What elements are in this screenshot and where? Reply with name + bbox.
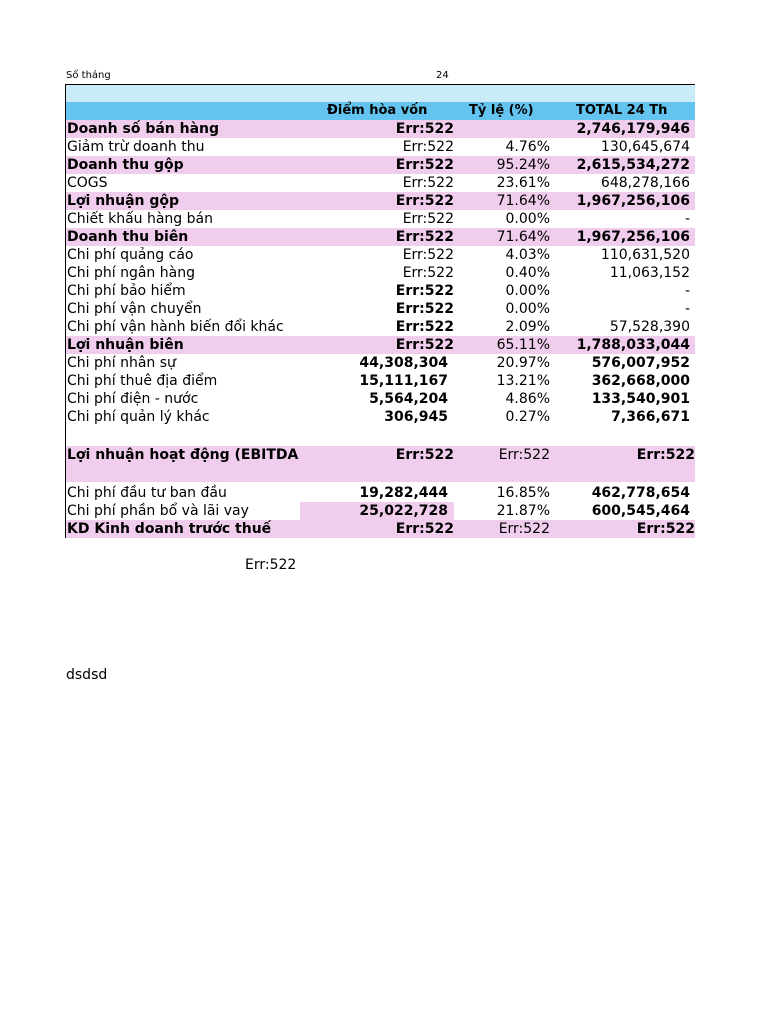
- total-value: -: [684, 283, 690, 299]
- table-row-rent: [66, 372, 695, 390]
- row-label: Doanh thu gộp: [67, 157, 184, 173]
- total-value: 2,746,179,946: [576, 121, 690, 137]
- total-value: 133,540,901: [591, 391, 690, 407]
- total-value: 1,967,256,106: [576, 193, 690, 209]
- total-value: 576,007,952: [591, 355, 690, 371]
- ratio-value: 65.11%: [496, 337, 550, 353]
- total-value: 1,788,033,044: [576, 337, 690, 353]
- row-label: Lợi nhuận biên: [67, 337, 184, 353]
- table-row-profit-before-tax: [66, 520, 695, 538]
- row-label: Chi phí quảng cáo: [67, 247, 194, 263]
- header-ratio: Tỷ lệ (%): [469, 103, 534, 118]
- table-row-initial-investment: [66, 484, 695, 502]
- breakeven-value: Err:522: [395, 521, 454, 537]
- ratio-value: 13.21%: [496, 373, 550, 389]
- ratio-value: 0.00%: [505, 301, 550, 317]
- ratio-value: 71.64%: [496, 229, 550, 245]
- breakeven-value: 15,111,167: [359, 373, 448, 389]
- note-text: dsdsd: [66, 667, 108, 683]
- table-row-allocation-interest: [66, 502, 695, 520]
- breakeven-value: 44,308,304: [359, 355, 448, 371]
- table-row-gross-revenue: [66, 156, 695, 174]
- table-row-other-variable-costs: [66, 318, 695, 336]
- row-label: Lợi nhuận hoạt động (EBITDA: [67, 447, 299, 463]
- breakeven-value: Err:522: [395, 447, 454, 463]
- breakeven-value: Err:522: [395, 157, 454, 173]
- financial-sheet: [65, 84, 695, 538]
- total-value: 462,778,654: [591, 485, 690, 501]
- row-label: Chi phí nhân sự: [67, 355, 176, 371]
- row-label: KD Kinh doanh trước thuế: [67, 521, 272, 537]
- total-value: -: [684, 211, 690, 227]
- ratio-value: Err:522: [498, 447, 550, 463]
- ratio-value: 21.87%: [496, 503, 550, 519]
- table-row-contribution-margin: [66, 336, 695, 354]
- row-label: COGS: [67, 175, 108, 191]
- table-row-advertising: [66, 246, 695, 264]
- table-row-bank-fees: [66, 264, 695, 282]
- breakeven-value: Err:522: [402, 211, 454, 227]
- ratio-value: Err:522: [498, 521, 550, 537]
- row-label: Giảm trừ doanh thu: [67, 139, 205, 155]
- table-row-personnel: [66, 354, 695, 372]
- total-value: 11,063,152: [609, 265, 690, 281]
- row-label: Lợi nhuận gộp: [67, 193, 180, 209]
- breakeven-value: Err:522: [395, 121, 454, 137]
- row-label: Chi phí vận hành biến đổi khác: [67, 319, 284, 335]
- table-row-other-admin: [66, 408, 695, 426]
- standalone-error: Err:522: [245, 557, 297, 573]
- table-row-insurance: [66, 282, 695, 300]
- header-light-band: [66, 85, 695, 102]
- row-label: Chi phí điện - nước: [67, 391, 199, 407]
- breakeven-value: Err:522: [395, 193, 454, 209]
- total-value: 2,615,534,272: [576, 157, 690, 173]
- ratio-value: 0.40%: [505, 265, 550, 281]
- ratio-value: 23.61%: [496, 175, 550, 191]
- ratio-value: [454, 120, 550, 138]
- ratio-value: 4.76%: [505, 139, 550, 155]
- total-value: 600,545,464: [591, 503, 690, 519]
- ratio-value: 4.86%: [505, 391, 550, 407]
- total-value: 110,631,520: [600, 247, 690, 263]
- breakeven-value: Err:522: [395, 283, 454, 299]
- breakeven-value: Err:522: [402, 175, 454, 191]
- table-row-sales-discount: [66, 210, 695, 228]
- total-value: 130,645,674: [600, 139, 690, 155]
- table-row-utilities: [66, 390, 695, 408]
- breakeven-value: Err:522: [395, 319, 454, 335]
- row-label: Chi phí ngân hàng: [67, 265, 195, 281]
- table-row-contribution-revenue: [66, 228, 695, 246]
- breakeven-value: Err:522: [402, 139, 454, 155]
- total-value: 7,366,671: [611, 409, 690, 425]
- row-label: Doanh thu biên: [67, 229, 189, 245]
- breakeven-value: Err:522: [395, 337, 454, 353]
- row-label: Chi phí thuê địa điểm: [67, 373, 218, 389]
- row-label: Chi phí bảo hiểm: [67, 283, 186, 299]
- ratio-value: 4.03%: [505, 247, 550, 263]
- total-value: Err:522: [636, 521, 695, 537]
- total-value: 362,668,000: [591, 373, 690, 389]
- row-label: Chi phí phần bổ và lãi vay: [67, 503, 249, 519]
- months-label: Số tháng: [66, 70, 111, 81]
- ratio-value: 0.27%: [505, 409, 550, 425]
- ratio-value: 71.64%: [496, 193, 550, 209]
- breakeven-value: Err:522: [395, 229, 454, 245]
- ratio-value: 0.00%: [505, 283, 550, 299]
- breakeven-value: 306,945: [384, 409, 448, 425]
- total-value: Err:522: [636, 447, 695, 463]
- breakeven-value: Err:522: [402, 265, 454, 281]
- breakeven-value: Err:522: [402, 247, 454, 263]
- total-value: 57,528,390: [609, 319, 690, 335]
- ratio-value: 20.97%: [496, 355, 550, 371]
- row-label: Chi phí quản lý khác: [67, 409, 210, 425]
- total-value: -: [684, 301, 690, 317]
- header-breakeven: Điểm hòa vốn: [327, 103, 428, 118]
- total-value: 1,967,256,106: [576, 229, 690, 245]
- header-total: TOTAL 24 Th: [576, 103, 668, 118]
- row-label: Chi phí đầu tư ban đầu: [67, 485, 227, 501]
- total-value: 648,278,166: [600, 175, 690, 191]
- table-row-revenue: [66, 120, 695, 138]
- ratio-value: 95.24%: [496, 157, 550, 173]
- row-label: Doanh số bán hàng: [67, 121, 220, 137]
- breakeven-value: 25,022,728: [359, 503, 448, 519]
- ratio-value: 2.09%: [505, 319, 550, 335]
- breakeven-value: 5,564,204: [369, 391, 448, 407]
- table-row-gross-profit: [66, 192, 695, 210]
- months-value: 24: [436, 70, 449, 81]
- row-label: Chiết khấu hàng bán: [67, 211, 213, 227]
- ratio-value: 16.85%: [496, 485, 550, 501]
- table-row-cogs: [66, 174, 695, 192]
- breakeven-value: 19,282,444: [359, 485, 448, 501]
- breakeven-value: Err:522: [395, 301, 454, 317]
- table-row-sales-deductions: [66, 138, 695, 156]
- table-row-ebitda: [66, 446, 695, 482]
- ratio-value: 0.00%: [505, 211, 550, 227]
- row-label: Chi phí vận chuyển: [67, 301, 202, 317]
- table-row-shipping: [66, 300, 695, 318]
